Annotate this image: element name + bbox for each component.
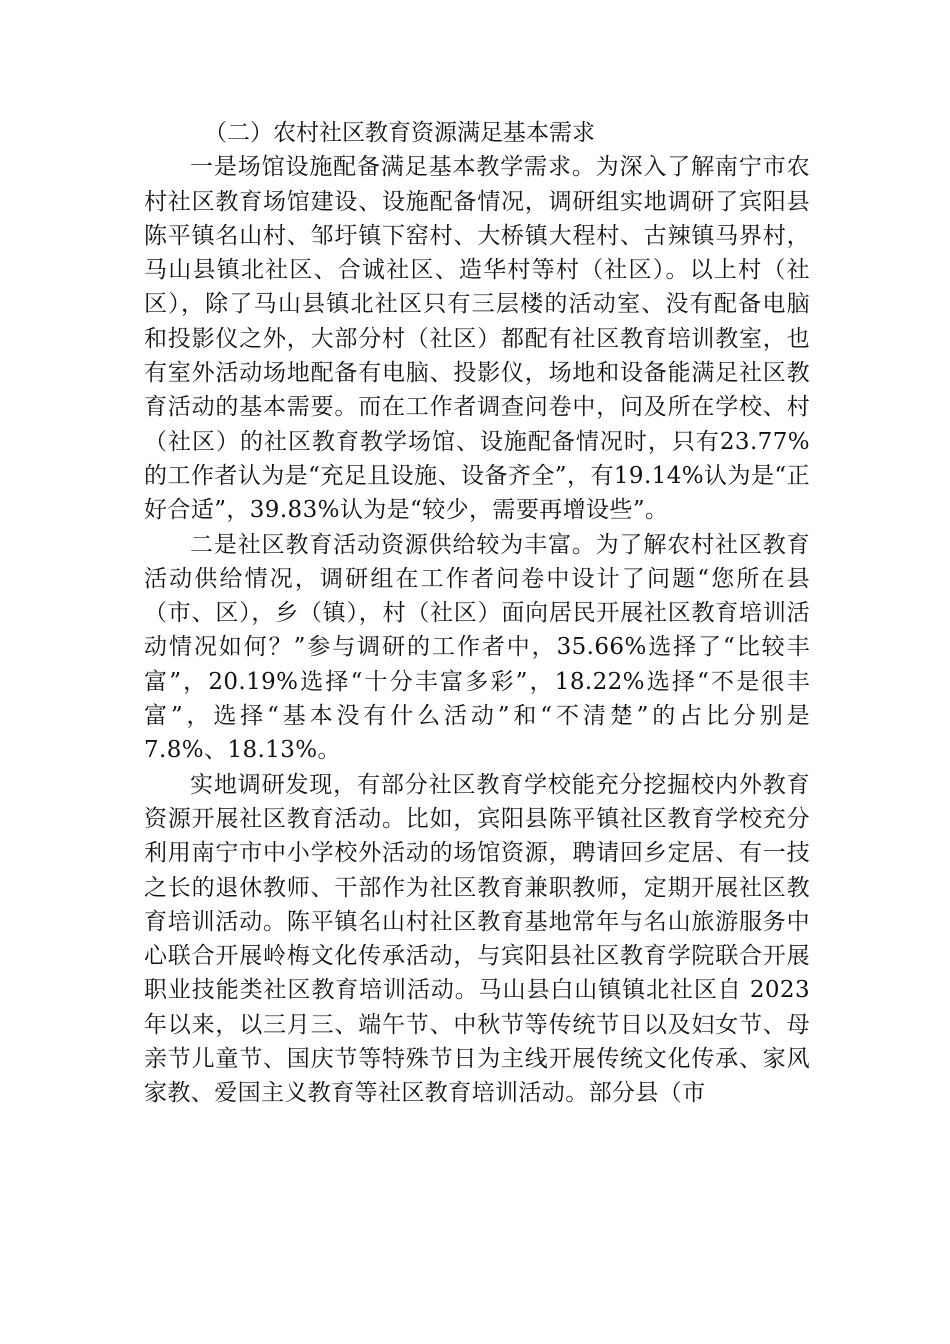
paragraph-activities: 二是社区教育活动资源供给较为丰富。为了解农村社区教育活动供给情况，调研组在工作者问卷中设计了问题“您所在县（市、区），乡（镇），村（社区）面向居民开展社区教育培训活动情况如何？”参与调研的工作者中，35.66%选择了“比较丰富”，20.19%选择“十分丰富多彩”，18.22%选择“不是很丰富”，选择“基本没有什么活动”和“不清楚”的占比分别是 7.8%、18.13%。 <box>144 531 810 764</box>
section-heading: （二）农村社区教育资源满足基本需求 <box>204 120 595 146</box>
paragraph-field-research: 实地调研发现，有部分社区教育学校能充分挖掘校内外教育资源开展社区教育活动。比如，宾阳县陈平镇社区教育学校充分利用南宁市中小学校外活动的场馆资源，聘请回乡定居、有一技之长的退休教师、干部作为社区教育兼职教师，定期开展社区教育培训活动。陈平镇名山村社区教育基地常年与名山旅游服务中心联合开展岭梅文化传承活动，与宾阳县社区教育学院联合开展职业技能类社区教育培训活动。马山县白山镇镇北社区自 2023 年以来，以三月三、端午节、中秋节等传统节日以及妇女节、母亲节儿童节、国庆节等特殊节日为主线开展传统文化传承、家风家教、爱国主义教育等社区教育培训活动。部分县（市 <box>144 771 810 1107</box>
document-body <box>144 116 810 1111</box>
paragraph-facilities: 一是场馆设施配备满足基本教学需求。为深入了解南宁市农村社区教育场馆建设、设施配备情况，调研组实地调研了宾阳县陈平镇名山村、邹圩镇下窑村、大桥镇大程村、古辣镇马界村，马山县镇北社区、合诚社区、造华村等村（社区）。以上村（社区），除了马山县镇北社区只有三层楼的活动室、没有配备电脑和投影仪之外，大部分村（社区）都配有社区教育培训教室，也有室外活动场地配备有电脑、投影仪，场地和设备能满足社区教育活动的基本需要。而在工作者调查问卷中，问及所在学校、村（社区）的社区教育教学场馆、设施配备情况时，只有23.77%的工作者认为是“充足且设施、设备齐全”，有19.14%认为是“正好合适”，39.83%认为是“较少，需要再增设些”。 <box>144 154 810 524</box>
